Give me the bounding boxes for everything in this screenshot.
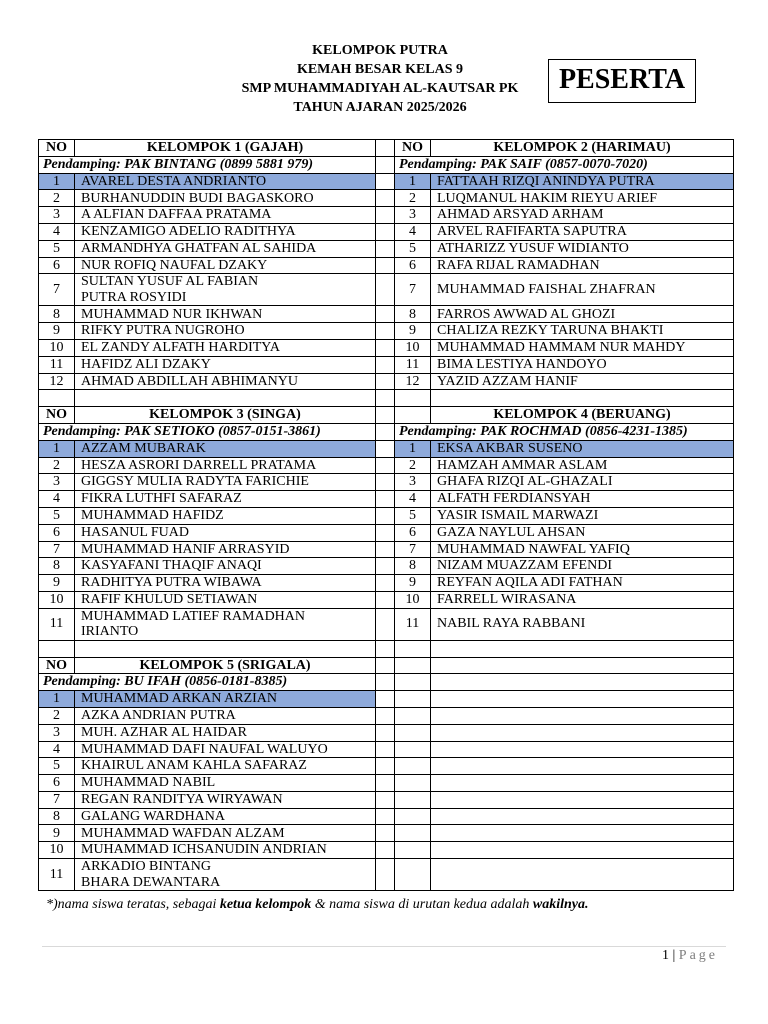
empty-cell <box>431 825 734 842</box>
member-name: GIGGSY MULIA RADYTA FARICHIE <box>75 474 376 491</box>
member-name: ARVEL RAFIFARTA SAPUTRA <box>431 223 734 240</box>
footnote-bold-leader: ketua kelompok <box>219 897 312 912</box>
empty-cell <box>431 758 734 775</box>
member-number: 4 <box>395 491 431 508</box>
empty-cell <box>376 640 395 657</box>
member-row <box>39 591 734 608</box>
member-number: 12 <box>395 373 431 390</box>
member-name: NIZAM MUAZZAM EFENDI <box>431 558 734 575</box>
footnote-bold-vice: wakilnya. <box>532 897 589 912</box>
empty-cell <box>395 791 431 808</box>
member-number: 2 <box>39 190 75 207</box>
member-row <box>39 257 734 274</box>
member-number: 5 <box>39 507 75 524</box>
empty-cell <box>39 640 75 657</box>
empty-cell <box>376 257 395 274</box>
member-name: AHMAD ARSYAD ARHAM <box>431 207 734 224</box>
member-name-line: SULTAN YUSUF AL FABIAN <box>81 274 259 290</box>
member-number: 1 <box>39 173 75 190</box>
no-header: NO <box>39 657 75 674</box>
member-row <box>39 524 734 541</box>
member-name: HAMZAH AMMAR ASLAM <box>431 457 734 474</box>
header-line-4: TAHUN AJARAN 2025/2026 <box>293 100 467 115</box>
member-name: HESZA ASRORI DARRELL PRATAMA <box>75 457 376 474</box>
empty-cell <box>376 140 395 157</box>
empty-cell <box>431 791 734 808</box>
member-number: 4 <box>39 491 75 508</box>
no-header: NO <box>39 140 75 157</box>
empty-cell <box>376 524 395 541</box>
member-name: REYFAN AQILA ADI FATHAN <box>431 575 734 592</box>
member-number: 12 <box>39 373 75 390</box>
member-row <box>39 842 734 859</box>
member-number: 4 <box>395 223 431 240</box>
member-name: RADHITYA PUTRA WIBAWA <box>75 575 376 592</box>
member-number: 6 <box>39 524 75 541</box>
member-name: EL ZANDY ALFATH HARDITYA <box>75 339 376 356</box>
member-name: CHALIZA REZKY TARUNA BHAKTI <box>431 323 734 340</box>
footnote: *)nama siswa teratas, sebagai ketua kelompok & nama siswa di urutan kedua adalah wakilnya. <box>46 897 589 912</box>
member-row <box>39 373 734 390</box>
member-name: A ALFIAN DAFFAA PRATAMA <box>75 207 376 224</box>
empty-cell <box>376 274 395 306</box>
empty-cell <box>395 674 431 691</box>
member-name: AHMAD ABDILLAH ABHIMANYU <box>75 373 376 390</box>
member-number: 10 <box>39 842 75 859</box>
member-row <box>39 541 734 558</box>
empty-cell <box>431 390 734 407</box>
empty-cell <box>376 373 395 390</box>
member-number: 10 <box>395 591 431 608</box>
empty-cell <box>376 775 395 792</box>
member-name: BURHANUDDIN BUDI BAGASKORO <box>75 190 376 207</box>
member-name: ARMANDHYA GHATFAN AL SAHIDA <box>75 240 376 257</box>
group-header-row <box>39 657 734 674</box>
empty-cell <box>395 775 431 792</box>
empty-cell <box>431 657 734 674</box>
empty-cell <box>376 657 395 674</box>
member-row <box>39 457 734 474</box>
member-number: 1 <box>39 691 75 708</box>
empty-cell <box>376 825 395 842</box>
member-row <box>39 791 734 808</box>
empty-cell <box>431 707 734 724</box>
empty-cell <box>395 825 431 842</box>
member-number: 5 <box>39 758 75 775</box>
header-line-1: KELOMPOK PUTRA <box>312 43 448 58</box>
header-line-2: KEMAH BESAR KELAS 9 <box>296 62 464 77</box>
member-name: KASYAFANI THAQIF ANAQI <box>75 558 376 575</box>
empty-cell <box>395 640 431 657</box>
empty-cell <box>395 808 431 825</box>
empty-cell <box>376 457 395 474</box>
member-name: HASANUL FUAD <box>75 524 376 541</box>
member-number: 11 <box>39 356 75 373</box>
empty-cell <box>395 407 431 424</box>
member-name-line: BHARA DEWANTARA <box>81 874 221 890</box>
empty-cell <box>376 223 395 240</box>
member-number: 8 <box>39 808 75 825</box>
empty-cell <box>376 758 395 775</box>
member-number: 5 <box>395 240 431 257</box>
member-row <box>39 825 734 842</box>
member-row <box>39 356 734 373</box>
member-name: GHAFA RIZQI AL-GHAZALI <box>431 474 734 491</box>
member-row <box>39 724 734 741</box>
empty-cell <box>395 707 431 724</box>
empty-cell <box>431 691 734 708</box>
member-row <box>39 474 734 491</box>
member-number: 8 <box>39 558 75 575</box>
member-number: 2 <box>395 457 431 474</box>
document-header <box>200 41 560 117</box>
pendamping-g2: Pendamping: PAK SAIF (0857-0070-7020) <box>395 156 734 173</box>
group-title-g1: KELOMPOK 1 (GAJAH) <box>75 140 376 157</box>
member-name: ATHARIZZ YUSUF WIDIANTO <box>431 240 734 257</box>
member-name: REGAN RANDITYA WIRYAWAN <box>75 791 376 808</box>
spacer-row <box>39 640 734 657</box>
empty-cell <box>376 608 395 640</box>
header-line-3: SMP MUHAMMADIYAH AL-KAUTSAR PK <box>241 81 519 96</box>
member-number: 1 <box>395 173 431 190</box>
member-name: RAFA RIJAL RAMADHAN <box>431 257 734 274</box>
member-row <box>39 859 734 891</box>
member-number: 3 <box>39 207 75 224</box>
member-number: 5 <box>395 507 431 524</box>
empty-cell <box>376 190 395 207</box>
member-row <box>39 741 734 758</box>
pendamping-row <box>39 674 734 691</box>
member-name: MUHAMMAD HAFIDZ <box>75 507 376 524</box>
member-number: 6 <box>395 524 431 541</box>
member-row <box>39 507 734 524</box>
member-row <box>39 558 734 575</box>
member-name: BIMA LESTIYA HANDOYO <box>431 356 734 373</box>
empty-cell <box>75 390 376 407</box>
member-name-line: MUHAMMAD LATIEF RAMADHAN <box>81 608 306 624</box>
empty-cell <box>431 775 734 792</box>
member-number: 7 <box>395 274 431 306</box>
member-name: YAZID AZZAM HANIF <box>431 373 734 390</box>
member-row <box>39 808 734 825</box>
member-name: MUH. AZHAR AL HAIDAR <box>75 724 376 741</box>
empty-cell <box>376 440 395 457</box>
member-number: 7 <box>39 274 75 306</box>
pendamping-g1: Pendamping: PAK BINTANG (0899 5881 979) <box>39 156 376 173</box>
member-number: 10 <box>39 339 75 356</box>
empty-cell <box>376 407 395 424</box>
member-number: 6 <box>395 257 431 274</box>
empty-cell <box>376 306 395 323</box>
empty-cell <box>395 859 431 891</box>
group-header-row <box>39 140 734 157</box>
no-header: NO <box>39 407 75 424</box>
empty-cell <box>376 558 395 575</box>
empty-cell <box>376 356 395 373</box>
empty-cell <box>376 575 395 592</box>
member-name: KENZAMIGO ADELIO RADITHYA <box>75 223 376 240</box>
member-row <box>39 491 734 508</box>
empty-cell <box>376 339 395 356</box>
member-row <box>39 190 734 207</box>
member-row <box>39 323 734 340</box>
no-header: NO <box>395 140 431 157</box>
empty-cell <box>376 491 395 508</box>
member-number: 1 <box>39 440 75 457</box>
member-row <box>39 240 734 257</box>
member-name: AVAREL DESTA ANDRIANTO <box>75 173 376 190</box>
member-name <box>75 274 376 306</box>
empty-cell <box>395 758 431 775</box>
empty-cell <box>376 323 395 340</box>
member-number: 3 <box>39 724 75 741</box>
member-name: EKSA AKBAR SUSENO <box>431 440 734 457</box>
empty-cell <box>431 808 734 825</box>
empty-cell <box>376 207 395 224</box>
member-number: 6 <box>39 257 75 274</box>
empty-cell <box>376 741 395 758</box>
empty-cell <box>395 390 431 407</box>
member-name: KHAIRUL ANAM KAHLA SAFARAZ <box>75 758 376 775</box>
footer-divider <box>42 946 726 947</box>
member-name: FATTAAH RIZQI ANINDYA PUTRA <box>431 173 734 190</box>
empty-cell <box>376 591 395 608</box>
empty-cell <box>395 657 431 674</box>
peserta-badge: PESERTA <box>548 59 696 103</box>
empty-cell <box>376 724 395 741</box>
member-row <box>39 173 734 190</box>
member-row <box>39 691 734 708</box>
member-name: GALANG WARDHANA <box>75 808 376 825</box>
member-name: FARROS AWWAD AL GHOZI <box>431 306 734 323</box>
member-number: 9 <box>39 825 75 842</box>
member-name <box>75 608 376 640</box>
pendamping-g3: Pendamping: PAK SETIOKO (0857-0151-3861) <box>39 423 376 440</box>
pendamping-row <box>39 423 734 440</box>
member-number: 8 <box>395 306 431 323</box>
member-row <box>39 207 734 224</box>
pendamping-row <box>39 156 734 173</box>
member-name: MUHAMMAD HANIF ARRASYID <box>75 541 376 558</box>
member-number: 3 <box>395 207 431 224</box>
member-name: ALFATH FERDIANSYAH <box>431 491 734 508</box>
member-name: LUQMANUL HAKIM RIEYU ARIEF <box>431 190 734 207</box>
empty-cell <box>431 859 734 891</box>
pendamping-g5: Pendamping: BU IFAH (0856-0181-8385) <box>39 674 376 691</box>
member-name: FIKRA LUTHFI SAFARAZ <box>75 491 376 508</box>
empty-cell <box>39 390 75 407</box>
member-row <box>39 223 734 240</box>
member-name: YASIR ISMAIL MARWAZI <box>431 507 734 524</box>
member-name-line: IRIANTO <box>81 624 139 640</box>
group-title-g5: KELOMPOK 5 (SRIGALA) <box>75 657 376 674</box>
empty-cell <box>395 724 431 741</box>
empty-cell <box>376 674 395 691</box>
empty-cell <box>431 724 734 741</box>
empty-cell <box>376 808 395 825</box>
member-number: 10 <box>39 591 75 608</box>
empty-cell <box>376 507 395 524</box>
member-name: MUHAMMAD HAMMAM NUR MAHDY <box>431 339 734 356</box>
member-number: 9 <box>39 575 75 592</box>
empty-cell <box>376 390 395 407</box>
member-name: HAFIDZ ALI DZAKY <box>75 356 376 373</box>
empty-cell <box>376 541 395 558</box>
member-name <box>75 859 376 891</box>
member-number: 5 <box>39 240 75 257</box>
member-number: 3 <box>395 474 431 491</box>
member-number: 11 <box>39 608 75 640</box>
member-number: 9 <box>395 575 431 592</box>
member-name: MUHAMMAD FAISHAL ZHAFRAN <box>431 274 734 306</box>
member-name: RAFIF KHULUD SETIAWAN <box>75 591 376 608</box>
member-name: NUR ROFIQ NAUFAL DZAKY <box>75 257 376 274</box>
empty-cell <box>376 423 395 440</box>
empty-cell <box>376 842 395 859</box>
member-name: MUHAMMAD NUR IKHWAN <box>75 306 376 323</box>
empty-cell <box>431 640 734 657</box>
member-row <box>39 758 734 775</box>
member-name: AZZAM MUBARAK <box>75 440 376 457</box>
member-name: MUHAMMAD DAFI NAUFAL WALUYO <box>75 741 376 758</box>
member-number: 2 <box>39 707 75 724</box>
member-name: MUHAMMAD ICHSANUDIN ANDRIAN <box>75 842 376 859</box>
member-row <box>39 775 734 792</box>
member-row <box>39 575 734 592</box>
member-row <box>39 339 734 356</box>
member-number: 11 <box>39 859 75 891</box>
empty-cell <box>395 691 431 708</box>
member-number: 4 <box>39 741 75 758</box>
empty-cell <box>376 707 395 724</box>
empty-cell <box>376 240 395 257</box>
empty-cell <box>376 474 395 491</box>
empty-cell <box>75 640 376 657</box>
group-header-row <box>39 407 734 424</box>
empty-cell <box>376 173 395 190</box>
page-number: 1 | Page <box>661 948 718 963</box>
member-row <box>39 306 734 323</box>
member-number: 2 <box>39 457 75 474</box>
empty-cell <box>376 691 395 708</box>
member-name: FARRELL WIRASANA <box>431 591 734 608</box>
empty-cell <box>395 741 431 758</box>
member-number: 10 <box>395 339 431 356</box>
member-name-line: PUTRA ROSYIDI <box>81 289 187 305</box>
member-number: 11 <box>395 608 431 640</box>
empty-cell <box>431 674 734 691</box>
empty-cell <box>431 741 734 758</box>
member-number: 4 <box>39 223 75 240</box>
member-number: 6 <box>39 775 75 792</box>
member-name: MUHAMMAD ARKAN ARZIAN <box>75 691 376 708</box>
member-row <box>39 608 734 640</box>
member-name: RIFKY PUTRA NUGROHO <box>75 323 376 340</box>
member-number: 3 <box>39 474 75 491</box>
member-number: 1 <box>395 440 431 457</box>
group-title-g2: KELOMPOK 2 (HARIMAU) <box>431 140 734 157</box>
empty-cell <box>431 842 734 859</box>
member-name: MUHAMMAD NABIL <box>75 775 376 792</box>
pendamping-g4: Pendamping: PAK ROCHMAD (0856-4231-1385) <box>395 423 734 440</box>
member-row <box>39 440 734 457</box>
group-roster-table <box>38 139 734 891</box>
member-number: 11 <box>395 356 431 373</box>
member-number: 7 <box>39 791 75 808</box>
empty-cell <box>376 859 395 891</box>
group-title-g3: KELOMPOK 3 (SINGA) <box>75 407 376 424</box>
member-number: 8 <box>39 306 75 323</box>
member-number: 7 <box>395 541 431 558</box>
member-number: 8 <box>395 558 431 575</box>
member-name-line: ARKADIO BINTANG <box>81 859 211 875</box>
member-name: AZKA ANDRIAN PUTRA <box>75 707 376 724</box>
group-title-g4: KELOMPOK 4 (BERUANG) <box>431 407 734 424</box>
empty-cell <box>376 791 395 808</box>
member-name: MUHAMMAD NAWFAL YAFIQ <box>431 541 734 558</box>
member-number: 9 <box>395 323 431 340</box>
empty-cell <box>395 842 431 859</box>
member-number: 2 <box>395 190 431 207</box>
member-number: 7 <box>39 541 75 558</box>
member-row <box>39 707 734 724</box>
member-row <box>39 274 734 306</box>
spacer-row <box>39 390 734 407</box>
empty-cell <box>376 156 395 173</box>
member-name: GAZA NAYLUL AHSAN <box>431 524 734 541</box>
member-name: NABIL RAYA RABBANI <box>431 608 734 640</box>
member-name: MUHAMMAD WAFDAN ALZAM <box>75 825 376 842</box>
member-number: 9 <box>39 323 75 340</box>
